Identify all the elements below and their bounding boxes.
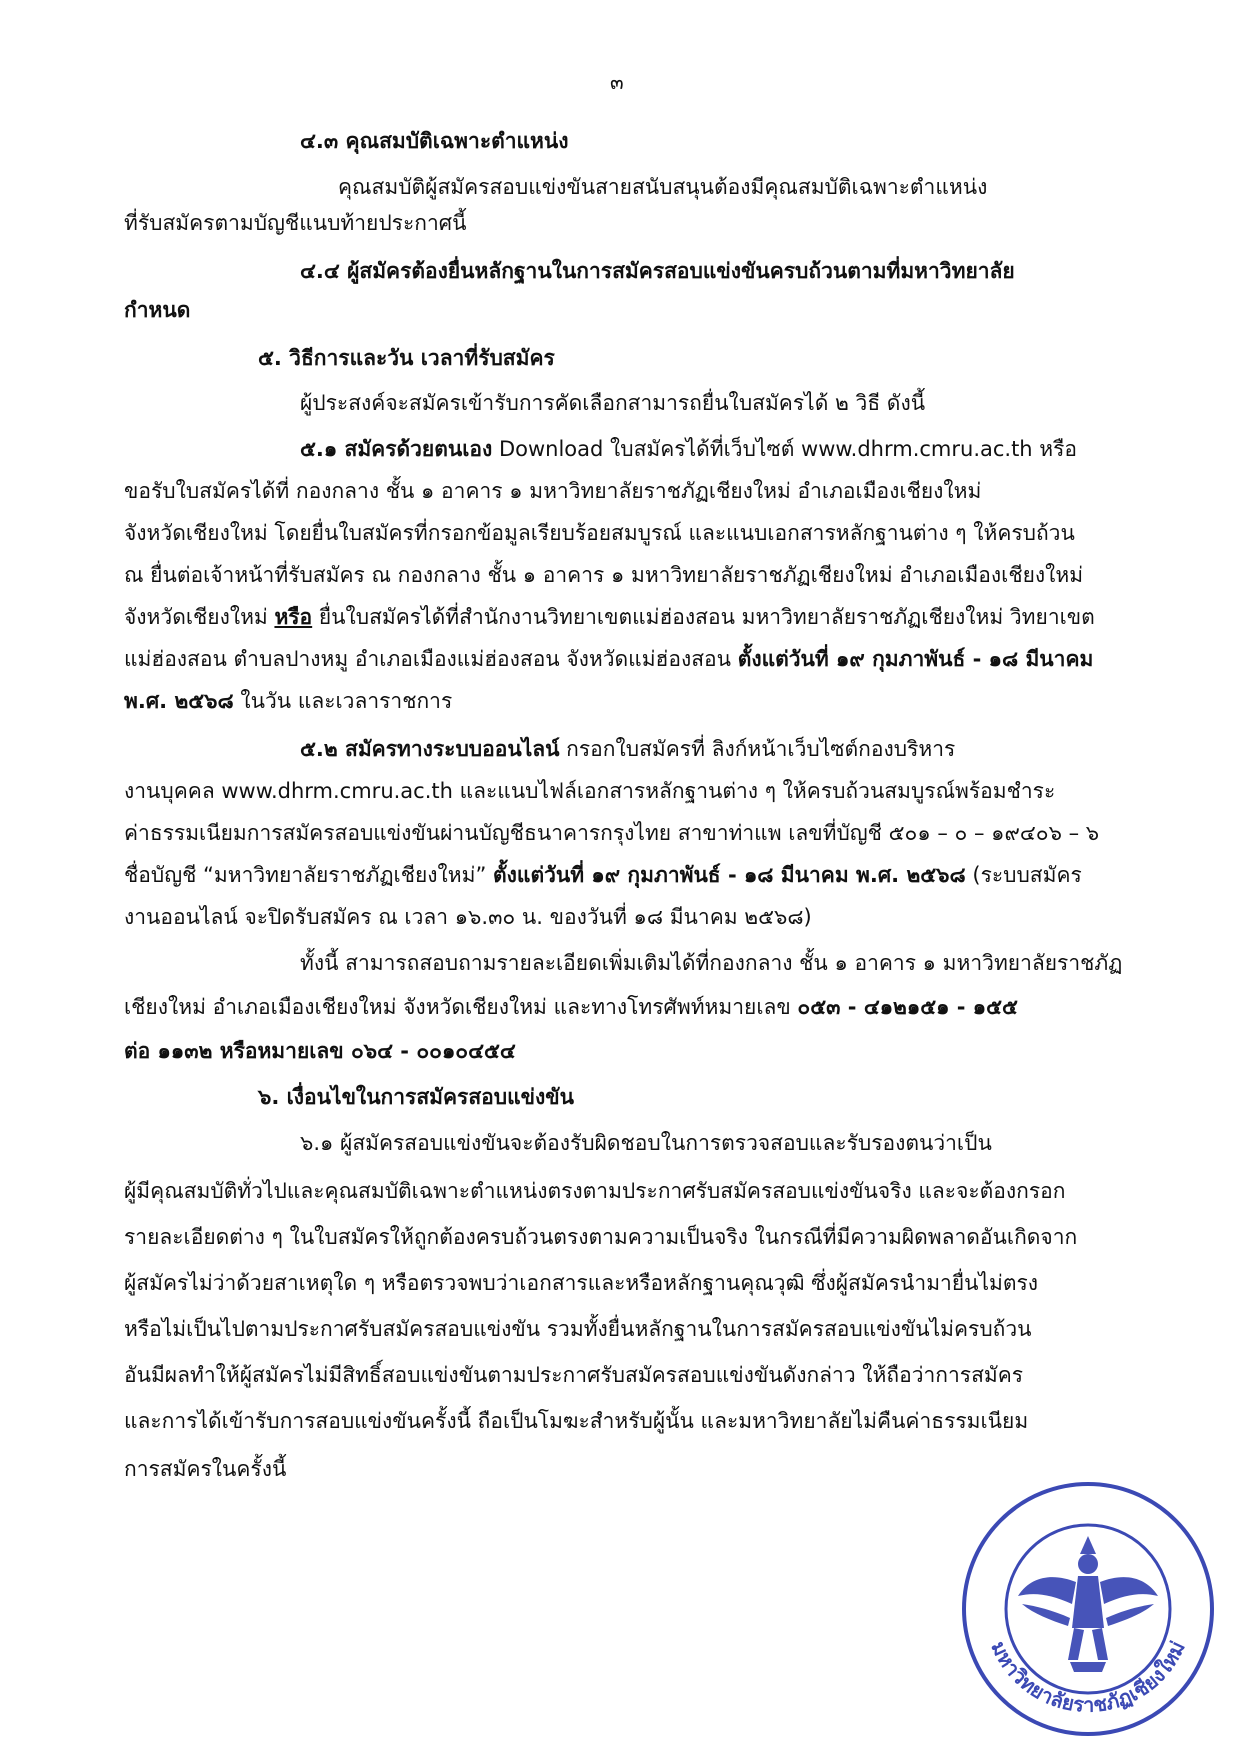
heading-6: ๖. เงื่อนไขในการสมัครสอบแข่งขัน xyxy=(258,1085,574,1109)
text-line: จังหวัดเชียงใหม่ โดยยื่นใบสมัครที่กรอกข้อมูลเรียบร้อยสมบูรณ์ และแนบเอกสารหลักฐานต่าง ๆ ให้ครบถ้วน xyxy=(124,521,1075,545)
text-line: จังหวัดเชียงใหม่ หรือ ยื่นใบสมัครได้ที่สำนักงานวิทยาเขตแม่ฮ่องสอน มหาวิทยาลัยราชภัฏเชียงใหม่ วิทยาเขต xyxy=(124,605,1095,629)
text-line: ทั้งนี้ สามารถสอบถามรายละเอียดเพิ่มเติมได้ที่กองกลาง ชั้น ๑ อาคาร ๑ มหาวิทยาลัยราชภัฏ xyxy=(300,951,1123,975)
text-line: รายละเอียดต่าง ๆ ในใบสมัครให้ถูกต้องครบถ้วนตรงตามความเป็นจริง ในกรณีที่มีความผิดพลาดอันเกิดจาก xyxy=(124,1225,1078,1249)
text-line: ต่อ ๑๑๓๒ หรือหมายเลข ๐๖๔ - ๐๐๑๐๔๕๔ xyxy=(124,1039,516,1063)
text-line: ๖.๑ ผู้สมัครสอบแข่งขันจะต้องรับผิดชอบในการตรวจสอบและรับรองตนว่าเป็น xyxy=(300,1131,992,1155)
text-line: อันมีผลทำให้ผู้สมัครไม่มีสิทธิ์สอบแข่งขันตามประกาศรับสมัครสอบแข่งขันดังกล่าว ให้ถือว่าการสมัคร xyxy=(124,1363,1024,1387)
text-line: ผู้สมัครไม่ว่าด้วยสาเหตุใด ๆ หรือตรวจพบว่าเอกสารและหรือหลักฐานคุณวุฒิ ซึ่งผู้สมัครนำมายื่นไม่ตรง xyxy=(124,1271,1039,1295)
text-line: ผู้ประสงค์จะสมัครเข้ารับการคัดเลือกสามารถยื่นใบสมัครได้ ๒ วิธี ดังนี้ xyxy=(300,391,926,415)
text-line: และการได้เข้ารับการสอบแข่งขันครั้งนี้ ถือเป็นโมฆะสำหรับผู้นั้น และมหาวิทยาลัยไม่คืนค่าธรรมเนียม xyxy=(124,1409,1029,1433)
heading-5-1: ๕.๑ สมัครด้วยตนเอง Download ใบสมัครได้ที่เว็บไซต์ www.dhrm.cmru.ac.th หรือ xyxy=(300,437,1078,461)
text-line: งานบุคคล www.dhrm.cmru.ac.th และแนบไฟล์เอกสารหลักฐานต่าง ๆ ให้ครบถ้วนสมบูรณ์พร้อมชำระ xyxy=(124,779,1056,803)
text-line: ผู้มีคุณสมบัติทั่วไปและคุณสมบัติเฉพาะตำแหน่งตรงตามประกาศรับสมัครสอบแข่งขันจริง และจะต้องกรอก xyxy=(124,1179,1066,1203)
text-line: หรือไม่เป็นไปตามประกาศรับสมัครสอบแข่งขัน รวมทั้งยื่นหลักฐานในการสมัครสอบแข่งขันไม่ครบถ้วน xyxy=(124,1317,1032,1341)
text-line: ขอรับใบสมัครได้ที่ กองกลาง ชั้น ๑ อาคาร ๑ มหาวิทยาลัยราชภัฏเชียงใหม่ อำเภอเมืองเชียงใหม่ xyxy=(124,479,982,503)
seal-text: มหาวิทยาลัยราชภัฏเชียงใหม่ xyxy=(986,1637,1190,1717)
heading-5-2: ๕.๒ สมัครทางระบบออนไลน์ กรอกใบสมัครที่ ลิงก์หน้าเว็บไซต์กองบริหาร xyxy=(300,737,956,761)
text-line: ณ ยื่นต่อเจ้าหน้าที่รับสมัคร ณ กองกลาง ชั้น ๑ อาคาร ๑ มหาวิทยาลัยราชภัฏเชียงใหม่ อำเภอเมืองเชียงใหม่ xyxy=(124,563,1084,587)
underlined-or: หรือ xyxy=(274,605,313,629)
text-line: ชื่อบัญชี “มหาวิทยาลัยราชภัฏเชียงใหม่” ตั้งแต่วันที่ ๑๙ กุมภาพันธ์ - ๑๘ มีนาคม พ.ศ. ๒๕๖๘ (ระบบสมัคร xyxy=(124,863,1082,887)
text-line: กำหนด xyxy=(124,298,191,322)
text-line: แม่ฮ่องสอน ตำบลปางหมู อำเภอเมืองแม่ฮ่องสอน จังหวัดแม่ฮ่องสอน ตั้งแต่วันที่ ๑๙ กุมภาพันธ์ - ๑๘ มีนาคม xyxy=(124,647,1094,671)
text-line: งานออนไลน์ จะปิดรับสมัคร ณ เวลา ๑๖.๓๐ น. ของวันที่ ๑๘ มีนาคม ๒๕๖๘) xyxy=(124,905,812,929)
heading-4-4: ๔.๔ ผู้สมัครต้องยื่นหลักฐานในการสมัครสอบแข่งขันครบถ้วนตามที่มหาวิทยาลัย xyxy=(300,259,1015,283)
text-line: ค่าธรรมเนียมการสมัครสอบแข่งขันผ่านบัญชีธนาคารกรุงไทย สาขาท่าแพ เลขที่บัญชี ๕๐๑ – ๐ – ๑๙๔๐๖ – ๖ xyxy=(124,821,1100,845)
garuda-emblem-icon xyxy=(1018,1536,1158,1672)
text-line: เชียงใหม่ อำเภอเมืองเชียงใหม่ จังหวัดเชียงใหม่ และทางโทรศัพท์หมายเลข ๐๕๓ - ๔๑๒๑๕๑ - ๑๕๕ xyxy=(124,995,1018,1019)
heading-4-3: ๔.๓ คุณสมบัติเฉพาะตำแหน่ง xyxy=(300,129,569,153)
university-seal-stamp xyxy=(958,1478,1218,1740)
text-line: ที่รับสมัครตามบัญชีแนบท้ายประกาศนี้ xyxy=(124,211,467,235)
text-line: พ.ศ. ๒๕๖๘ ในวัน และเวลาราชการ xyxy=(124,689,453,713)
text-line: การสมัครในครั้งนี้ xyxy=(124,1457,287,1481)
heading-5: ๕. วิธีการและวัน เวลาที่รับสมัคร xyxy=(258,346,555,370)
text-line: คุณสมบัติผู้สมัครสอบแข่งขันสายสนับสนุนต้องมีคุณสมบัติเฉพาะตำแหน่ง xyxy=(338,175,988,199)
page-number: ๓ xyxy=(610,70,624,94)
